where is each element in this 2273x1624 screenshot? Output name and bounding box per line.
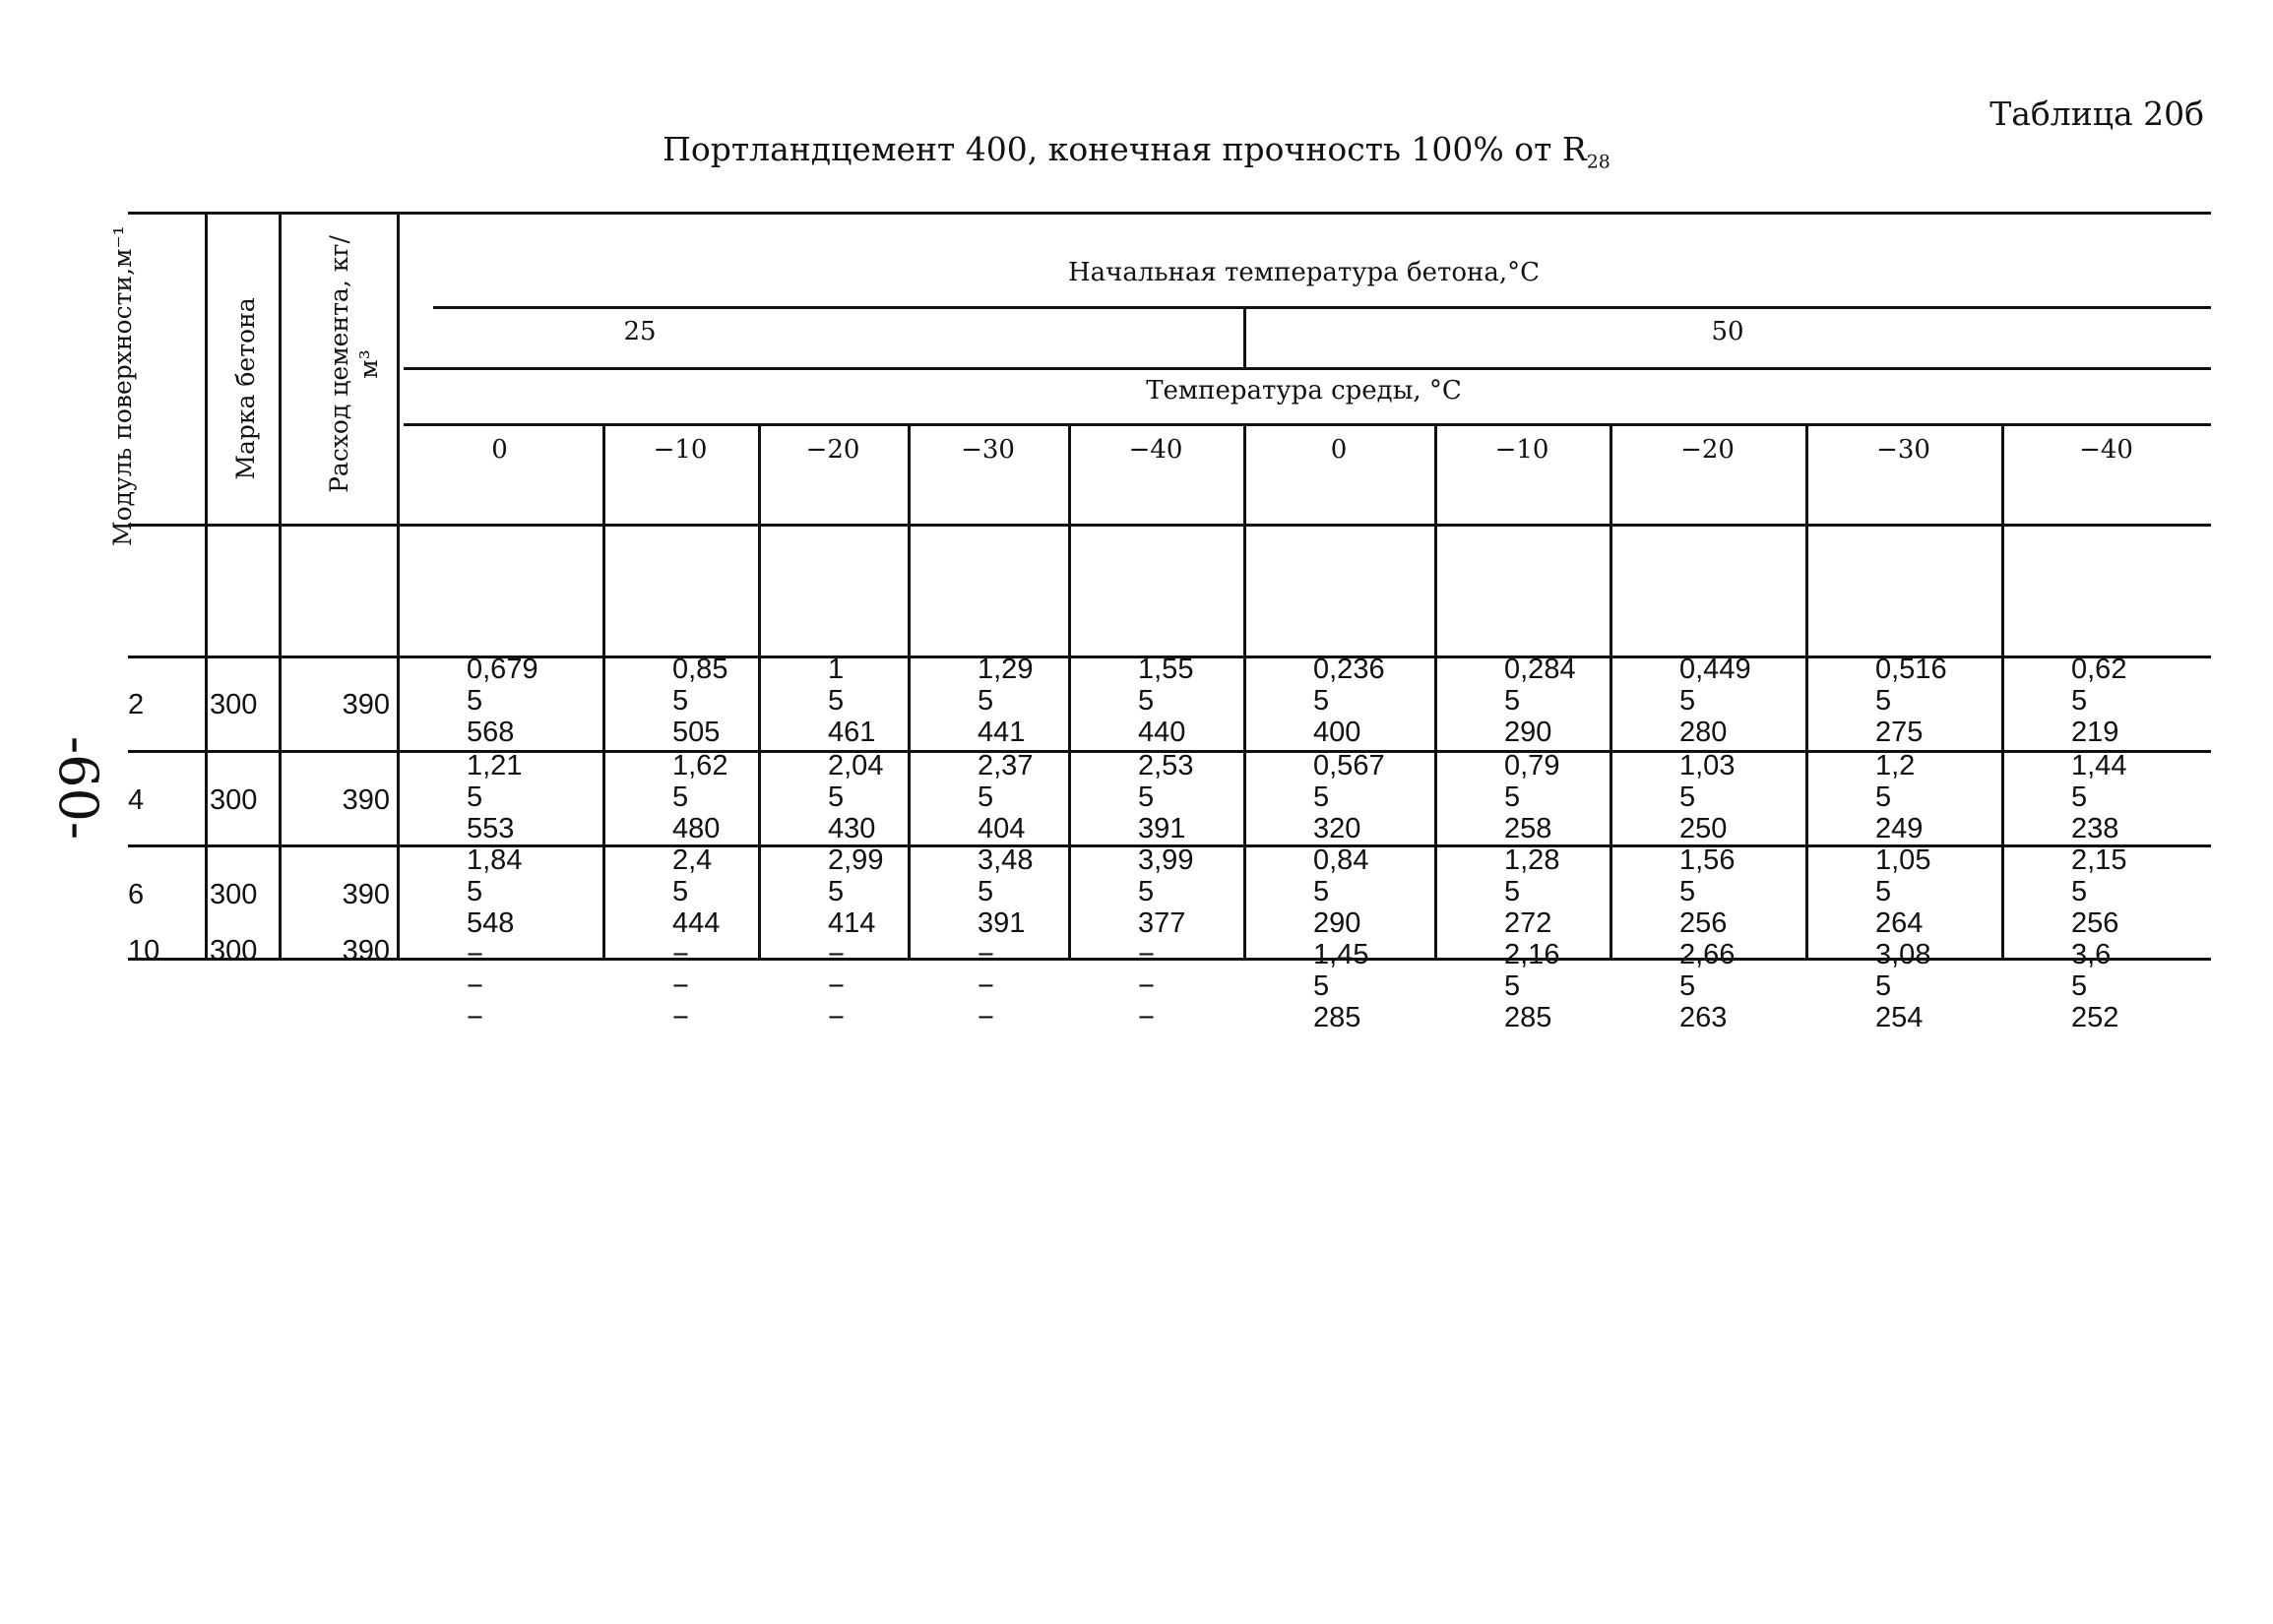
rule-header-bottom: [128, 524, 2211, 527]
row-1-cell-5: 0,567 5 320: [1313, 750, 1385, 844]
row-0-modulus: 2: [128, 689, 145, 720]
col-rule-10: [1610, 423, 1612, 961]
header-concrete-grade: Марка бетона: [231, 297, 260, 480]
col-rule-values: [397, 212, 400, 961]
row-1-cell-6: 0,79 5 258: [1504, 750, 1560, 844]
row-0-grade: 300: [210, 689, 258, 720]
row-3-cell-3: − − −: [978, 939, 994, 1033]
col-rule-8: [1243, 423, 1246, 961]
row-2-cell-0: 1,84 5 548: [467, 844, 523, 939]
rule-initial-values: [404, 367, 2211, 370]
col-rule-grade: [205, 212, 208, 961]
row-0-cell-2: 1 5 461: [828, 654, 876, 748]
row-2-modulus: 6: [128, 879, 145, 910]
row-2-cell-5: 0,84 5 290: [1313, 844, 1369, 939]
row-0-cell-6: 0,284 5 290: [1504, 654, 1576, 748]
header-initial-temp-50: 50: [1711, 317, 1744, 346]
row-1-cell-3: 2,37 5 404: [978, 750, 1034, 844]
row-0-cell-3: 1,29 5 441: [978, 654, 1034, 748]
row-3-cell-1: − − −: [672, 939, 689, 1033]
row-1-grade: 300: [210, 784, 258, 816]
row-3-cell-5: 1,45 5 285: [1313, 939, 1369, 1033]
row-2-cell-9: 2,15 5 256: [2071, 844, 2127, 939]
row-2-cell-7: 1,56 5 256: [1679, 844, 1736, 939]
row-2-cell-3: 3,48 5 391: [978, 844, 1034, 939]
col-rule-12: [2001, 423, 2004, 961]
header-initial-temperature: Начальная температура бетона,°С: [1067, 258, 1541, 287]
row-0-consumption: 390: [342, 689, 390, 720]
row-1-cell-1: 1,62 5 480: [672, 750, 728, 844]
row-1-consumption: 390: [342, 784, 390, 816]
row-1-cell-7: 1,03 5 250: [1679, 750, 1736, 844]
header-ambient-temp-9: −40: [2079, 435, 2133, 465]
row-2-cell-4: 3,99 5 377: [1138, 844, 1194, 939]
row-2-consumption: 390: [342, 879, 390, 910]
row-3-cell-4: − − −: [1138, 939, 1155, 1033]
row-1-cell-8: 1,2 5 249: [1875, 750, 1924, 844]
row-3-cell-8: 3,08 5 254: [1875, 939, 1931, 1033]
row-0-cell-4: 1,55 5 440: [1138, 654, 1194, 748]
row-3-cell-9: 3,6 5 252: [2071, 939, 2119, 1033]
header-cement-consumption: Расход цемента, кг/м³: [325, 235, 383, 493]
row-0-cell-0: 0,679 5 568: [467, 654, 538, 748]
row-1-cell-2: 2,04 5 430: [828, 750, 884, 844]
col-rule-7: [1068, 423, 1071, 961]
row-3-cell-0: − − −: [467, 939, 483, 1033]
header-ambient-temp-2: −20: [805, 435, 860, 465]
row-3-cell-2: − − −: [828, 939, 845, 1033]
row-2-cell-6: 1,28 5 272: [1504, 844, 1560, 939]
header-ambient-temp-7: −20: [1680, 435, 1735, 465]
rule-ambient: [404, 423, 2211, 426]
row-1-cell-0: 1,21 5 553: [467, 750, 523, 844]
row-0-cell-7: 0,449 5 280: [1679, 654, 1751, 748]
table-title: [0, 130, 2273, 173]
header-ambient-temp-3: −30: [961, 435, 1015, 465]
col-rule-4: [602, 423, 605, 961]
row-0-cell-8: 0,516 5 275: [1875, 654, 1947, 748]
header-ambient-temperature: Температура среды, °С: [1146, 376, 1462, 406]
row-0-cell-1: 0,85 5 505: [672, 654, 728, 748]
title-text: Портландцемент 400, конечная прочность 100% от R: [663, 130, 1587, 168]
header-ambient-temp-1: −10: [653, 435, 708, 465]
col-rule-9: [1434, 423, 1437, 961]
header-ambient-temp-6: −10: [1494, 435, 1549, 465]
col-rule-5: [758, 423, 761, 961]
row-3-cell-6: 2,16 5 285: [1504, 939, 1560, 1033]
row-2-cell-2: 2,99 5 414: [828, 844, 884, 939]
row-0-cell-9: 0,62 5 219: [2071, 654, 2127, 748]
row-2-grade: 300: [210, 879, 258, 910]
table-label: Таблица 20б: [1989, 94, 2204, 133]
rule-top: [128, 212, 2211, 215]
header-ambient-temp-5: 0: [1330, 435, 1348, 465]
rule-initial-temp: [433, 306, 2211, 309]
row-2-cell-8: 1,05 5 264: [1875, 844, 1931, 939]
row-3-consumption: 390: [342, 934, 390, 967]
header-surface-modulus: Модуль поверхности,м⁻¹: [108, 225, 137, 546]
col-rule-11: [1805, 423, 1808, 961]
row-1-modulus: 4: [128, 784, 145, 816]
col-rule-6: [908, 423, 911, 961]
header-ambient-temp-0: 0: [491, 435, 508, 465]
header-ambient-temp-8: −30: [1876, 435, 1930, 465]
row-0-cell-5: 0,236 5 400: [1313, 654, 1385, 748]
header-ambient-temp-4: −40: [1128, 435, 1183, 465]
row-3-modulus: 10: [128, 934, 160, 967]
row-3-grade: 300: [210, 934, 258, 967]
row-1-cell-9: 1,44 5 238: [2071, 750, 2127, 844]
title-subscript: 28: [1586, 151, 1610, 173]
row-1-cell-4: 2,53 5 391: [1138, 750, 1194, 844]
row-3-cell-7: 2,66 5 263: [1679, 939, 1736, 1033]
header-initial-temp-25: 25: [623, 317, 657, 346]
col-rule-consumption: [279, 212, 282, 961]
row-2-cell-1: 2,4 5 444: [672, 844, 721, 939]
page-number: -60-: [47, 735, 110, 840]
